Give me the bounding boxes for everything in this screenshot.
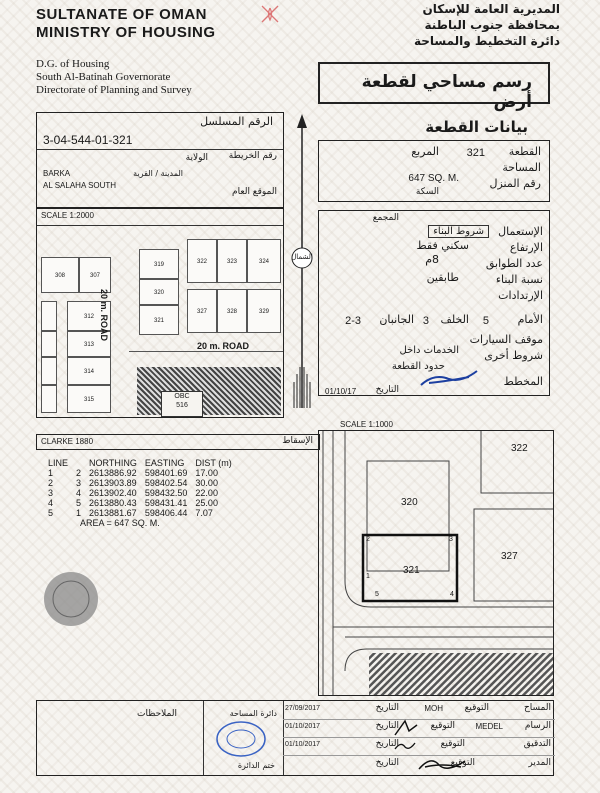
map-plot: 328: [217, 289, 247, 333]
map-no-label: رقم الخريطة: [228, 151, 277, 161]
doc-title-box: [318, 62, 550, 112]
vertex-label: 2: [366, 536, 370, 543]
map-plot-edge: [41, 301, 57, 331]
date-label: التاريخ: [375, 385, 399, 395]
general-map-scale: SCALE 1:2000: [41, 211, 94, 220]
front-value: 5: [482, 315, 489, 327]
parking-value: الخدمات داخل: [399, 345, 459, 356]
col-header-easting: EASTING: [144, 458, 185, 468]
signature-sign-label: التوقيع: [464, 703, 489, 713]
planner-signature-icon: [419, 369, 479, 389]
signature-date: 01/10/2017: [285, 741, 321, 748]
north-label: الشمال: [291, 253, 313, 261]
parcel-title: بيانات القطعة: [425, 118, 528, 136]
map-plot: 324: [247, 239, 281, 283]
signature-sign-label: التوقيع: [430, 721, 455, 731]
department-stamp-icon: [213, 719, 269, 759]
signature-role: المساح: [523, 703, 551, 713]
signature-sign-label: التوقيع: [440, 739, 465, 749]
checker-signature-icon: [393, 739, 417, 753]
oman-emblem-icon: [258, 2, 282, 26]
coordinates-table: [44, 458, 236, 528]
use-value: سكني فقط: [416, 239, 469, 252]
obc-number: 516: [176, 402, 188, 409]
north-arrow-icon: [290, 112, 314, 412]
road-label-vertical: 20 m. ROAD: [99, 289, 109, 342]
signatures-box: [283, 701, 555, 775]
header-sultanate: SULTANATE OF OMAN: [36, 6, 207, 23]
director-signature-icon: [417, 753, 467, 775]
map-plot: 319: [139, 249, 179, 279]
detail-plot: 322: [511, 443, 528, 454]
sides-label: الجانبان: [379, 313, 414, 326]
building-conditions-label: شروط البناء: [428, 225, 489, 238]
vertex-label: 4: [450, 591, 454, 598]
sides-value: 2-3: [345, 315, 361, 327]
signature-date-label: التاريخ: [375, 758, 399, 768]
table-row: 4 5 2613880.43 598431.41 25.00: [48, 498, 218, 508]
signature-date-label: التاريخ: [375, 721, 399, 731]
round-seal-icon: [42, 570, 100, 628]
obc-building: [161, 391, 203, 417]
map-plot-edge: [41, 357, 57, 385]
col-header-northing: NORTHING: [89, 458, 137, 468]
floors-value: طابقين: [426, 271, 459, 284]
planner-label: المخطط: [503, 375, 543, 388]
square-label: المربع: [411, 145, 439, 158]
bottom-section: [36, 700, 554, 776]
detail-plot: 327: [501, 551, 518, 562]
signature-role: الرسام: [524, 721, 551, 731]
signature-role: المدير: [528, 758, 551, 768]
use-label: الإستعمال: [498, 225, 543, 238]
serial-value: 3-04-544-01-321: [43, 133, 133, 147]
map-plot: 312: [67, 301, 111, 331]
obc-label: OBC: [174, 393, 190, 400]
header-ministry: MINISTRY OF HOUSING: [36, 24, 216, 41]
map-plot: 322: [187, 239, 217, 283]
drawer-signature-icon: [391, 717, 421, 739]
other-value: حدود القطعة: [391, 361, 445, 372]
map-plot: 314: [67, 357, 111, 385]
table-row: 1 2 2613886.92 598401.69 17.00: [48, 468, 218, 478]
plot-label: القطعة: [508, 145, 541, 158]
serial-label: الرقم المسلسل: [200, 115, 273, 128]
map-plot: 323: [217, 239, 247, 283]
floors-label: عدد الطوابق: [485, 257, 543, 270]
projection-label: الإسقاط: [282, 436, 313, 446]
area-label: المساحة: [502, 161, 541, 174]
wilaya-label: الولاية: [185, 153, 208, 163]
plot-value: 321: [466, 147, 485, 159]
map-plot: 321: [139, 305, 179, 335]
map-plot: 315: [67, 385, 111, 413]
parking-label: موقف السيارات: [469, 333, 543, 346]
back-label: الخلف: [440, 313, 469, 326]
projection-row: [36, 434, 320, 450]
signature-name: MEDEL: [475, 722, 503, 731]
map-plot: 313: [67, 331, 111, 357]
signature-role: التدقيق: [523, 739, 551, 749]
parcel-basic-box: [318, 140, 550, 202]
map-plot-edge: [41, 331, 57, 357]
notes-box: [37, 701, 204, 775]
house-no-label: رقم المنزل: [489, 177, 541, 190]
area-value: 647 SQ. M.: [408, 173, 459, 184]
header-ar-dg: المديرية العامة للإسكان: [422, 2, 560, 16]
header-directorate: Directorate of Planning and Survey: [36, 84, 192, 96]
detail-plot: 320: [401, 497, 418, 508]
map-plot: 308: [41, 257, 79, 293]
general-site-label: الموقع العام: [232, 187, 277, 197]
map-plot: 307: [79, 257, 111, 293]
setbacks-label: الإرتدادات: [498, 289, 543, 302]
notes-label: الملاحظات: [137, 709, 177, 719]
projection-value: CLARKE 1880: [41, 437, 94, 446]
ratio-label: نسبة البناء: [495, 273, 543, 286]
map-plot: 329: [247, 289, 281, 333]
stamp-line1: دائرة المساحة: [229, 709, 277, 718]
front-label: الأمام: [517, 313, 543, 326]
general-site-map: [36, 208, 284, 418]
col-header-dist: DIST (m): [195, 458, 232, 468]
header-ar-directorate: دائرة التخطيط والمساحة: [413, 34, 560, 48]
road-label-horizontal: 20 m. ROAD: [197, 341, 250, 351]
signature-sign-label: التوقيع: [450, 758, 475, 768]
signature-date: 27/09/2017: [285, 705, 321, 712]
serial-location-box: [36, 112, 284, 208]
other-label: شروط أخرى: [484, 349, 543, 362]
col-header-line: LINE: [48, 458, 69, 468]
header-dg: D.G. of Housing: [36, 58, 110, 70]
stamp-line2: ختم الدائرة: [237, 761, 275, 770]
table-row: 5 1 2613881.67 598406.44 7.07: [48, 508, 213, 518]
map-plot-edge: [41, 385, 57, 413]
signature-name: MOH: [424, 704, 443, 713]
parcel-title-box: [318, 112, 550, 140]
height-label: الإرتفاع: [509, 241, 543, 254]
stamp-box: [203, 701, 284, 775]
map-plot: 327: [187, 289, 217, 333]
detail-map-scale: SCALE 1:1000: [340, 420, 393, 429]
table-row: 3 4 2613902.40 598432.50 22.00: [48, 488, 218, 498]
complex-label: المجمع: [372, 213, 399, 223]
obc-hatched-area: [137, 367, 281, 415]
height-value: 8م: [425, 253, 439, 266]
back-value: 3: [422, 315, 429, 327]
table-row: 2 3 2613903.89 598402.54 30.00: [48, 478, 218, 488]
village-value: AL SALAHA SOUTH: [43, 181, 117, 190]
doc-title: رسم مساحي لقطعة أرض: [361, 72, 532, 112]
signature-date: 01/10/2017: [285, 723, 321, 730]
vertex-label: 5: [375, 591, 379, 598]
detail-map: [318, 430, 554, 696]
header-governorate: South Al-Batinah Governorate: [36, 71, 171, 83]
header-ar-governorate: بمحافظة جنوب الباطنة: [424, 18, 560, 32]
building-conditions-box: [318, 210, 550, 396]
signature-date-label: التاريخ: [375, 703, 399, 713]
way-label: السكة: [415, 187, 439, 197]
area-total: AREA = 647 SQ. M.: [80, 518, 160, 528]
vertex-label: 3: [449, 536, 453, 543]
wilaya-value: BARKA: [43, 169, 71, 178]
map-plot: 320: [139, 279, 179, 305]
vertex-label: 1: [366, 573, 370, 580]
village-label: المدينة / القرية: [133, 169, 183, 178]
signature-date-label: التاريخ: [375, 739, 399, 749]
detail-plot-target: 321: [403, 565, 420, 576]
date-value: 01/10/17: [325, 387, 357, 396]
